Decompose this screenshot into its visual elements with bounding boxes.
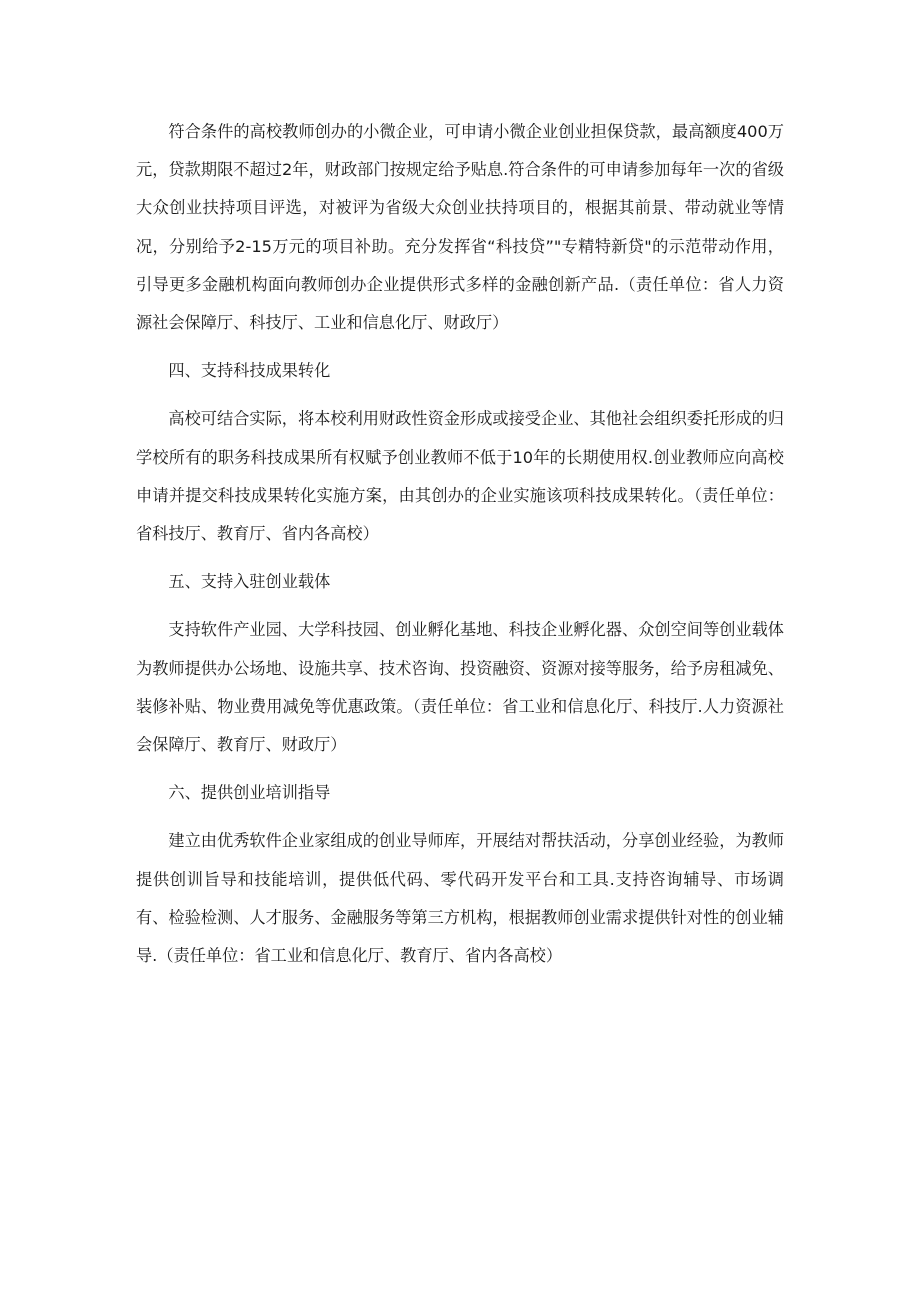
section-heading-5: 五、支持入驻创业载体 xyxy=(168,572,331,592)
paragraph-loan-support: 符合条件的高校教师创办的小微企业，可申请小微企业创业担保贷款，最高额度400万元，贷款期限不超过2年，财政部门按规定给予贴息.符合条件的可申请参加每年一次的省级大众创业扶持项目评选，对被评为省级大众创业扶持项目的，根据其前景、带动就业等情况，分别给予2-15万元的项目补助。充分发挥省“科技贷”"专精特新贷"的示范带动作用，引导更多金融机构面向教师创办企业提供形式多样的金融创新产品.（责任单位：省人力资源社会保障厅、科技厅、工业和信息化厅、财政厅） xyxy=(136,122,784,333)
paragraph-tech-transfer: 高校可结合实际，将本校利用财政性资金形成或接受企业、其他社会组织委托形成的归学校所有的职务科技成果所有权赋予创业教师不低于10年的长期使用权.创业教师应向高校申请并提交科技成果转化实施方案，由其创办的企业实施该项科技成果转化。（责任单位：省科技厅、教育厅、省内各高校） xyxy=(136,409,784,544)
spacer xyxy=(136,764,784,774)
section-heading-6: 六、提供创业培训指导 xyxy=(168,783,331,803)
spacer xyxy=(136,342,784,352)
paragraph-training-guidance: 建立由优秀软件企业家组成的创业导师库，开展结对帮扶活动，分享创业经验，为教师提供创训旨导和技能培训，提供低代码、零代码开发平台和工具.支持咨询辅导、市场调有、检验检测、人才服务、金融服务等第三方机构，根据教师创业需求提供针对性的创业辅导.（责任单位：省工业和信息化厅、教育厅、省内各高校） xyxy=(136,831,784,966)
paragraph-incubator-support: 支持软件产业园、大学科技园、创业孵化基地、科技企业孵化器、众创空间等创业载体为教师提供办公场地、设施共享、技术咨询、投资融资、资源对接等服务，给予房租减免、装修补贴、物业费用减免等优惠政策。（责任单位：省工业和信息化厅、科技厅.人力资源社会保障厅、教育厅、财政厅） xyxy=(136,620,784,755)
document-body xyxy=(136,113,784,975)
spacer xyxy=(136,390,784,400)
section-heading-4: 四、支持科技成果转化 xyxy=(168,361,331,381)
spacer xyxy=(136,553,784,563)
spacer xyxy=(136,812,784,822)
spacer xyxy=(136,601,784,611)
